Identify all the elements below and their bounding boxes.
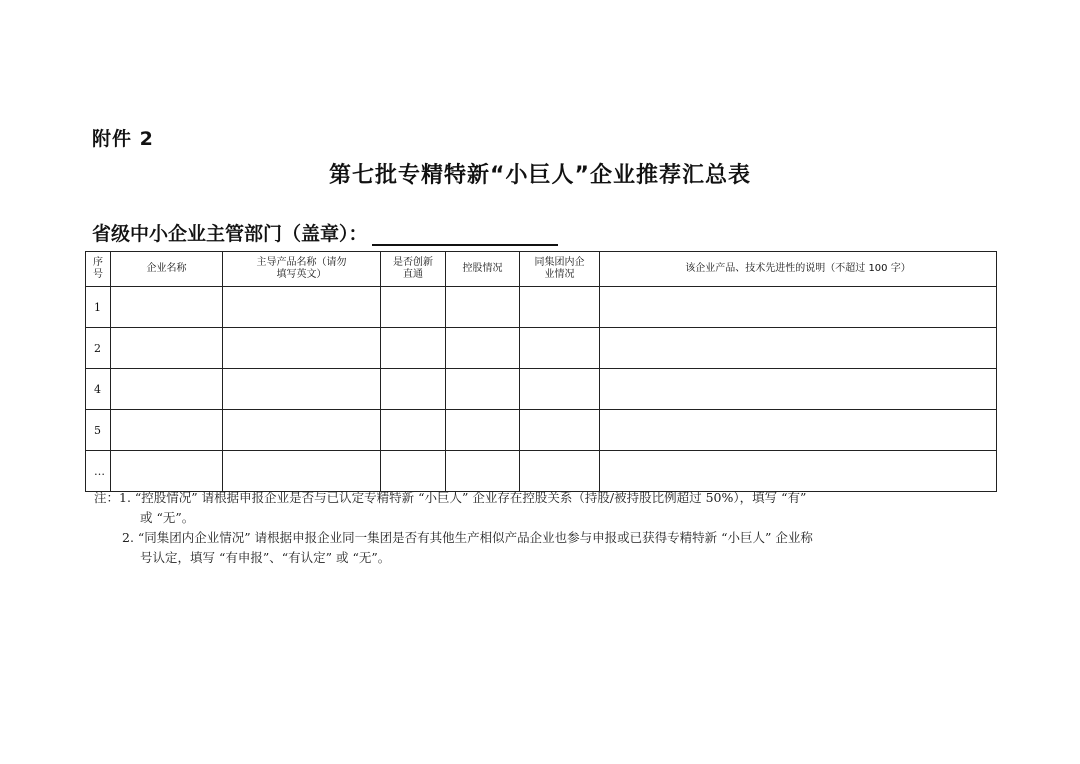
department-label: 省级中小企业主管部门（盖章）：	[92, 223, 368, 245]
cell-company-name	[111, 451, 223, 492]
cell-holding	[446, 451, 520, 492]
department-line	[92, 219, 558, 246]
col-header-index: 序号	[86, 252, 111, 287]
cell-company-name	[111, 410, 223, 451]
cell-main-product	[223, 410, 381, 451]
col-header-innovation-direct: 是否创新直通	[381, 252, 446, 287]
cell-main-product	[223, 328, 381, 369]
row-index: 2	[86, 328, 111, 369]
cell-holding	[446, 287, 520, 328]
cell-innovation-direct	[381, 369, 446, 410]
cell-group-companies	[520, 410, 600, 451]
cell-holding	[446, 328, 520, 369]
row-index: …	[86, 451, 111, 492]
row-index: 4	[86, 369, 111, 410]
cell-main-product	[223, 287, 381, 328]
cell-main-product	[223, 369, 381, 410]
cell-group-companies	[520, 369, 600, 410]
note-2	[94, 528, 813, 548]
col-header-tech-description: 该企业产品、技术先进性的说明（不超过 100 字）	[600, 252, 997, 287]
page-title: 第七批专精特新“小巨人”企业推荐汇总表	[329, 163, 751, 188]
table-row	[86, 328, 997, 369]
table-row	[86, 287, 997, 328]
cell-innovation-direct	[381, 410, 446, 451]
cell-tech-description	[600, 451, 997, 492]
cell-tech-description	[600, 410, 997, 451]
note-1-line-2: 或 “无”。	[140, 510, 195, 525]
department-signature-blank	[372, 226, 558, 246]
cell-innovation-direct	[381, 328, 446, 369]
cell-group-companies	[520, 287, 600, 328]
note-2-line-2: 号认定，填写 “有申报”、“有认定” 或 “无”。	[140, 550, 391, 565]
cell-company-name	[111, 369, 223, 410]
note-1-line-1: 1. “控股情况” 请根据申报企业是否与已认定专精特新 “小巨人” 企业存在控股关系（持股/被持股比例超过 50%），填写 “有”	[119, 490, 807, 505]
cell-innovation-direct	[381, 287, 446, 328]
cell-holding	[446, 410, 520, 451]
attachment-label: 附件 2	[92, 128, 154, 150]
table-row	[86, 369, 997, 410]
col-header-company-name: 企业名称	[111, 252, 223, 287]
cell-company-name	[111, 328, 223, 369]
cell-group-companies	[520, 451, 600, 492]
col-header-group-companies: 同集团内企业情况	[520, 252, 600, 287]
notes-block	[94, 488, 813, 568]
row-index: 1	[86, 287, 111, 328]
cell-main-product	[223, 451, 381, 492]
table-row	[86, 410, 997, 451]
note-2-line-1: 2. “同集团内企业情况” 请根据申报企业同一集团是否有其他生产相似产品企业也参与申报或已获得专精特新 “小巨人” 企业称	[122, 530, 813, 545]
col-header-main-product: 主导产品名称（请勿填写英文）	[223, 252, 381, 287]
cell-tech-description	[600, 369, 997, 410]
cell-tech-description	[600, 287, 997, 328]
cell-tech-description	[600, 328, 997, 369]
cell-company-name	[111, 287, 223, 328]
notes-prefix: 注：	[94, 490, 120, 505]
summary-table	[85, 251, 997, 492]
cell-holding	[446, 369, 520, 410]
note-1	[94, 488, 813, 508]
table-row	[86, 451, 997, 492]
row-index: 5	[86, 410, 111, 451]
cell-group-companies	[520, 328, 600, 369]
table-header-row	[86, 252, 997, 287]
col-header-holding: 控股情况	[446, 252, 520, 287]
cell-innovation-direct	[381, 451, 446, 492]
